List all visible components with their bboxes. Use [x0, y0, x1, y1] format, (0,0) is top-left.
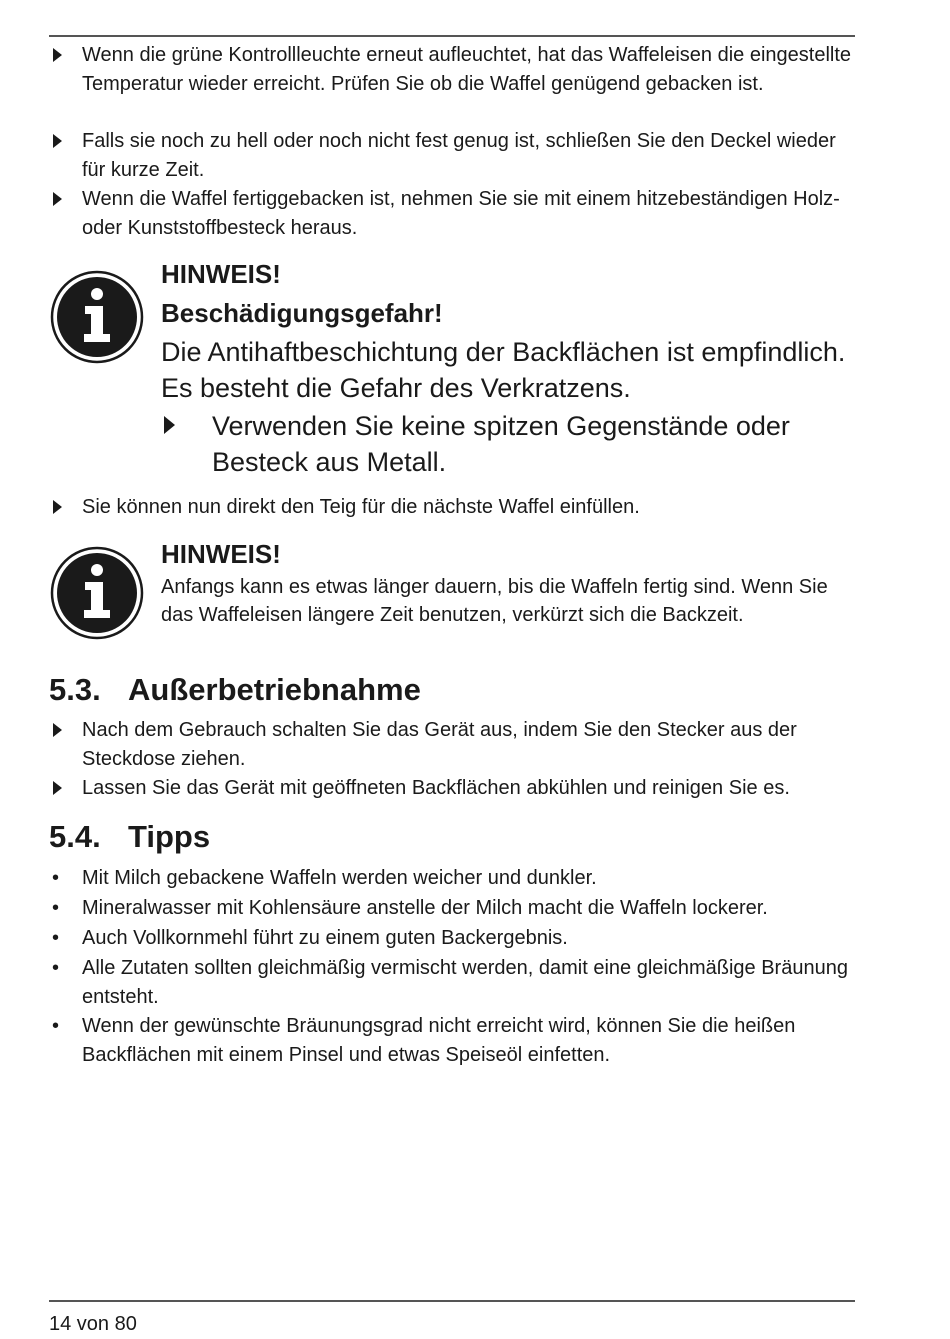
step-text: Sie können nun direkt den Teig für die nächste Waffel einfüllen.: [82, 496, 640, 518]
step-text: Verwenden Sie keine spitzen Gegenstände oder Besteck aus Metall.: [212, 411, 790, 477]
section-heading: [49, 817, 210, 857]
bottom-rule: [49, 1300, 855, 1302]
instruction-step: [49, 185, 859, 243]
bullet-icon: •: [52, 957, 60, 979]
bullet-icon: •: [52, 1015, 60, 1037]
list-item-text: Alle Zutaten sollten gleichmäßig vermischt werden, damit eine gleichmäßige Bräunung entsteht.: [82, 957, 848, 1008]
info-icon: [50, 270, 144, 364]
page-number: 14 von 80: [49, 1313, 137, 1335]
instruction-step: [49, 774, 859, 803]
note-body: Die Antihaftbeschichtung der Backflächen ist empfindlich. Es besteht die Gefahr des Verkratzens.: [161, 337, 846, 403]
list-item: [49, 864, 859, 893]
step-text: Nach dem Gebrauch schalten Sie das Gerät aus, indem Sie den Stecker aus der Steckdose ziehen.: [82, 719, 797, 770]
instruction-step: [49, 716, 859, 774]
list-item: [49, 1012, 859, 1070]
list-item-text: Mineralwasser mit Kohlensäure anstelle der Milch macht die Waffeln lockerer.: [82, 897, 768, 919]
list-item: [49, 924, 859, 953]
list-item-text: Auch Vollkornmehl führt zu einem guten Backergebnis.: [82, 927, 568, 949]
info-icon: [50, 546, 144, 640]
arrow-bullet-icon: [164, 416, 175, 434]
section-title: Tipps: [128, 819, 211, 854]
list-item: [49, 954, 859, 1012]
arrow-bullet-icon: [53, 723, 62, 737]
arrow-bullet-icon: [53, 781, 62, 795]
note-heading: HINWEIS!: [161, 259, 281, 289]
bullet-icon: •: [52, 927, 60, 949]
step-text: Lassen Sie das Gerät mit geöffneten Backflächen abkühlen und reinigen Sie es.: [82, 777, 790, 799]
top-rule: [49, 35, 855, 37]
list-item-text: Wenn der gewünschte Bräunungsgrad nicht erreicht wird, können Sie die heißen Backflächen mit einem Pinsel und etwas Speiseöl einfetten.: [82, 1015, 796, 1066]
list-item-text: Mit Milch gebackene Waffeln werden weicher und dunkler.: [82, 867, 597, 889]
section-heading: [49, 670, 421, 710]
section-number: 5.4.: [49, 819, 101, 854]
note-body: Anfangs kann es etwas länger dauern, bis die Waffeln fertig sind. Wenn Sie das Waffeleisen längere Zeit benutzen, verkürzt sich die Backzeit.: [161, 576, 828, 626]
arrow-bullet-icon: [53, 134, 62, 148]
list-item: [49, 894, 859, 923]
step-text: Falls sie noch zu hell oder noch nicht fest genug ist, schließen Sie den Deckel wieder für kurze Zeit.: [82, 130, 836, 181]
step-text: Wenn die Waffel fertiggebacken ist, nehmen Sie sie mit einem hitzebeständigen Holz- oder Kunststoffbesteck heraus.: [82, 188, 840, 239]
arrow-bullet-icon: [53, 500, 62, 514]
bullet-icon: •: [52, 867, 60, 889]
section-number: 5.3.: [49, 672, 101, 707]
arrow-bullet-icon: [53, 48, 62, 62]
instruction-step: [49, 493, 859, 522]
note-subheading: Beschädigungsgefahr!: [161, 298, 443, 328]
arrow-bullet-icon: [53, 192, 62, 206]
bullet-icon: •: [52, 897, 60, 919]
note-instruction-step: [161, 408, 861, 480]
section-title: Außerbetriebnahme: [128, 672, 421, 707]
instruction-step: [49, 127, 859, 185]
note-heading: HINWEIS!: [161, 539, 281, 569]
step-text: Wenn die grüne Kontrollleuchte erneut aufleuchtet, hat das Waffeleisen die eingestellte Temperatur wieder erreicht. Prüfen Sie ob die Waffel genügend gebacken ist.: [82, 44, 852, 95]
instruction-step: [49, 41, 859, 99]
